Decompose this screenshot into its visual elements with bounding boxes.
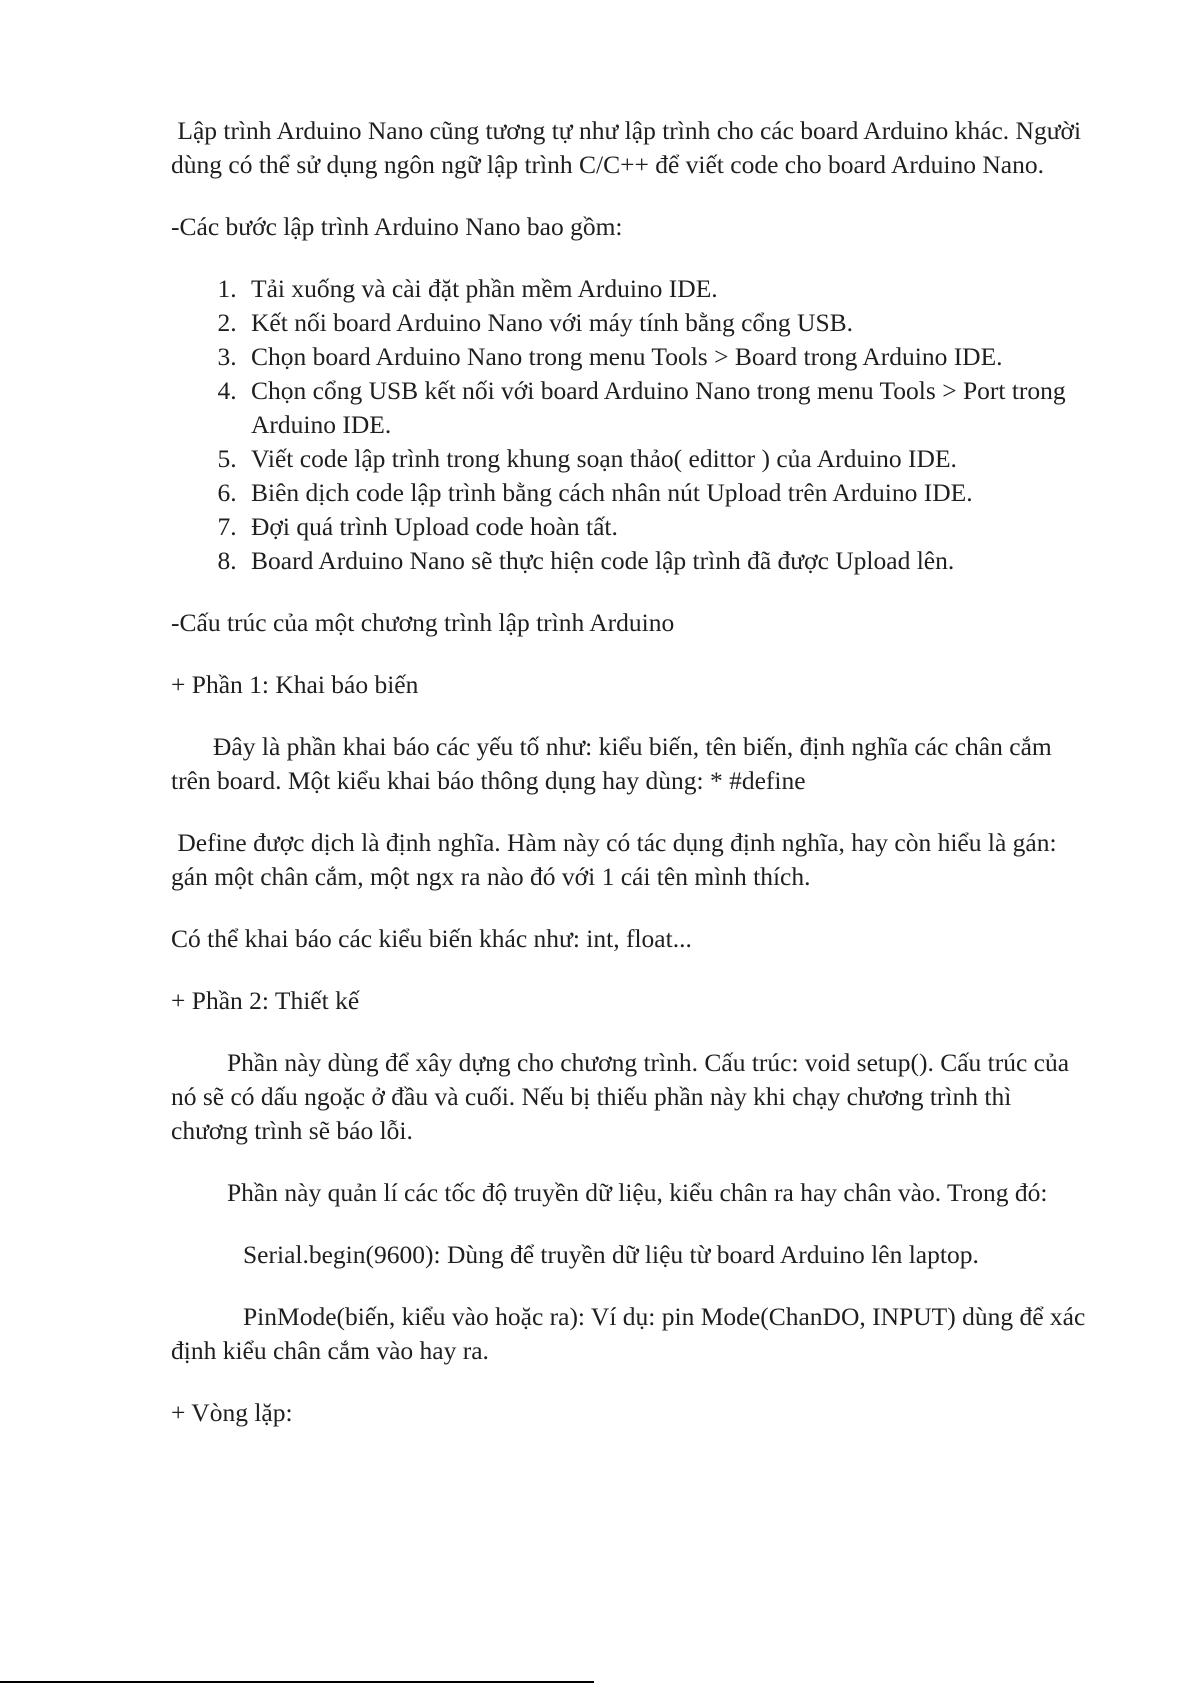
define-paragraph: Define được dịch là định nghĩa. Hàm này có tác dụng định nghĩa, hay còn hiểu là gán: gán một chân cắm, một ngx ra nào đó với 1 cái tên mình thích. bbox=[171, 828, 1057, 891]
intro-paragraph: Lập trình Arduino Nano cũng tương tự như lập trình cho các board Arduino khác. Người dùng có thể sử dụng ngôn ngữ lập trình C/C++ để viết code cho board Arduino Nano. bbox=[171, 116, 1082, 179]
loop-heading: + Vòng lặp: bbox=[171, 1398, 293, 1427]
structure-heading: -Cấu trúc của một chương trình lập trình Arduino bbox=[171, 608, 675, 637]
pinmode-paragraph: PinMode(biến, kiểu vào hoặc ra): Ví dụ: pin Mode(ChanDO, INPUT) dùng để xác định kiểu chân cắm vào hay ra. bbox=[171, 1302, 1086, 1365]
setup-paragraph: Phần này dùng để xây dựng cho chương trình. Cấu trúc: void setup(). Cấu trúc của nó sẽ có dấu ngoặc ở đầu và cuối. Nếu bị thiếu phần này khi chạy chương trình thì chương trình sẽ báo lỗi. bbox=[171, 1048, 1070, 1145]
part1-heading: + Phần 1: Khai báo biến bbox=[171, 670, 419, 699]
steps-heading: -Các bước lập trình Arduino Nano bao gồm: bbox=[171, 212, 623, 241]
list-item: 1. Tải xuống và cài đặt phần mềm Arduino IDE. bbox=[243, 272, 1091, 306]
list-item: 4. Chọn cổng USB kết nối với board Arduino Nano trong menu Tools > Port trong Arduino IDE. bbox=[243, 374, 1091, 442]
list-item: 6. Biên dịch code lập trình bằng cách nhân nút Upload trên Arduino IDE. bbox=[243, 476, 1091, 510]
document-page bbox=[171, 114, 1091, 1458]
other-types-paragraph: Có thể khai báo các kiểu biến khác như: int, float... bbox=[171, 924, 692, 953]
list-item: 8. Board Arduino Nano sẽ thực hiện code lập trình đã được Upload lên. bbox=[243, 544, 1091, 578]
list-item: 5. Viết code lập trình trong khung soạn thảo( edittor ) của Arduino IDE. bbox=[243, 442, 1091, 476]
steps-list bbox=[171, 272, 1091, 578]
part2-heading: + Phần 2: Thiết kế bbox=[171, 986, 360, 1015]
list-item: 3. Chọn board Arduino Nano trong menu Tools > Board trong Arduino IDE. bbox=[243, 340, 1091, 374]
list-item: 7. Đợi quá trình Upload code hoàn tất. bbox=[243, 510, 1091, 544]
setup-manage-paragraph: Phần này quản lí các tốc độ truyền dữ liệu, kiểu chân ra hay chân vào. Trong đó: bbox=[227, 1178, 1048, 1207]
list-item: 2. Kết nối board Arduino Nano với máy tính bằng cổng USB. bbox=[243, 306, 1091, 340]
footer-divider bbox=[0, 1681, 594, 1683]
serial-begin-paragraph: Serial.begin(9600): Dùng để truyền dữ liệu từ board Arduino lên laptop. bbox=[243, 1240, 979, 1269]
part1-paragraph: Đây là phần khai báo các yếu tố như: kiểu biến, tên biến, định nghĩa các chân cắm trên board. Một kiểu khai báo thông dụng hay dùng: * #define bbox=[171, 732, 1052, 795]
